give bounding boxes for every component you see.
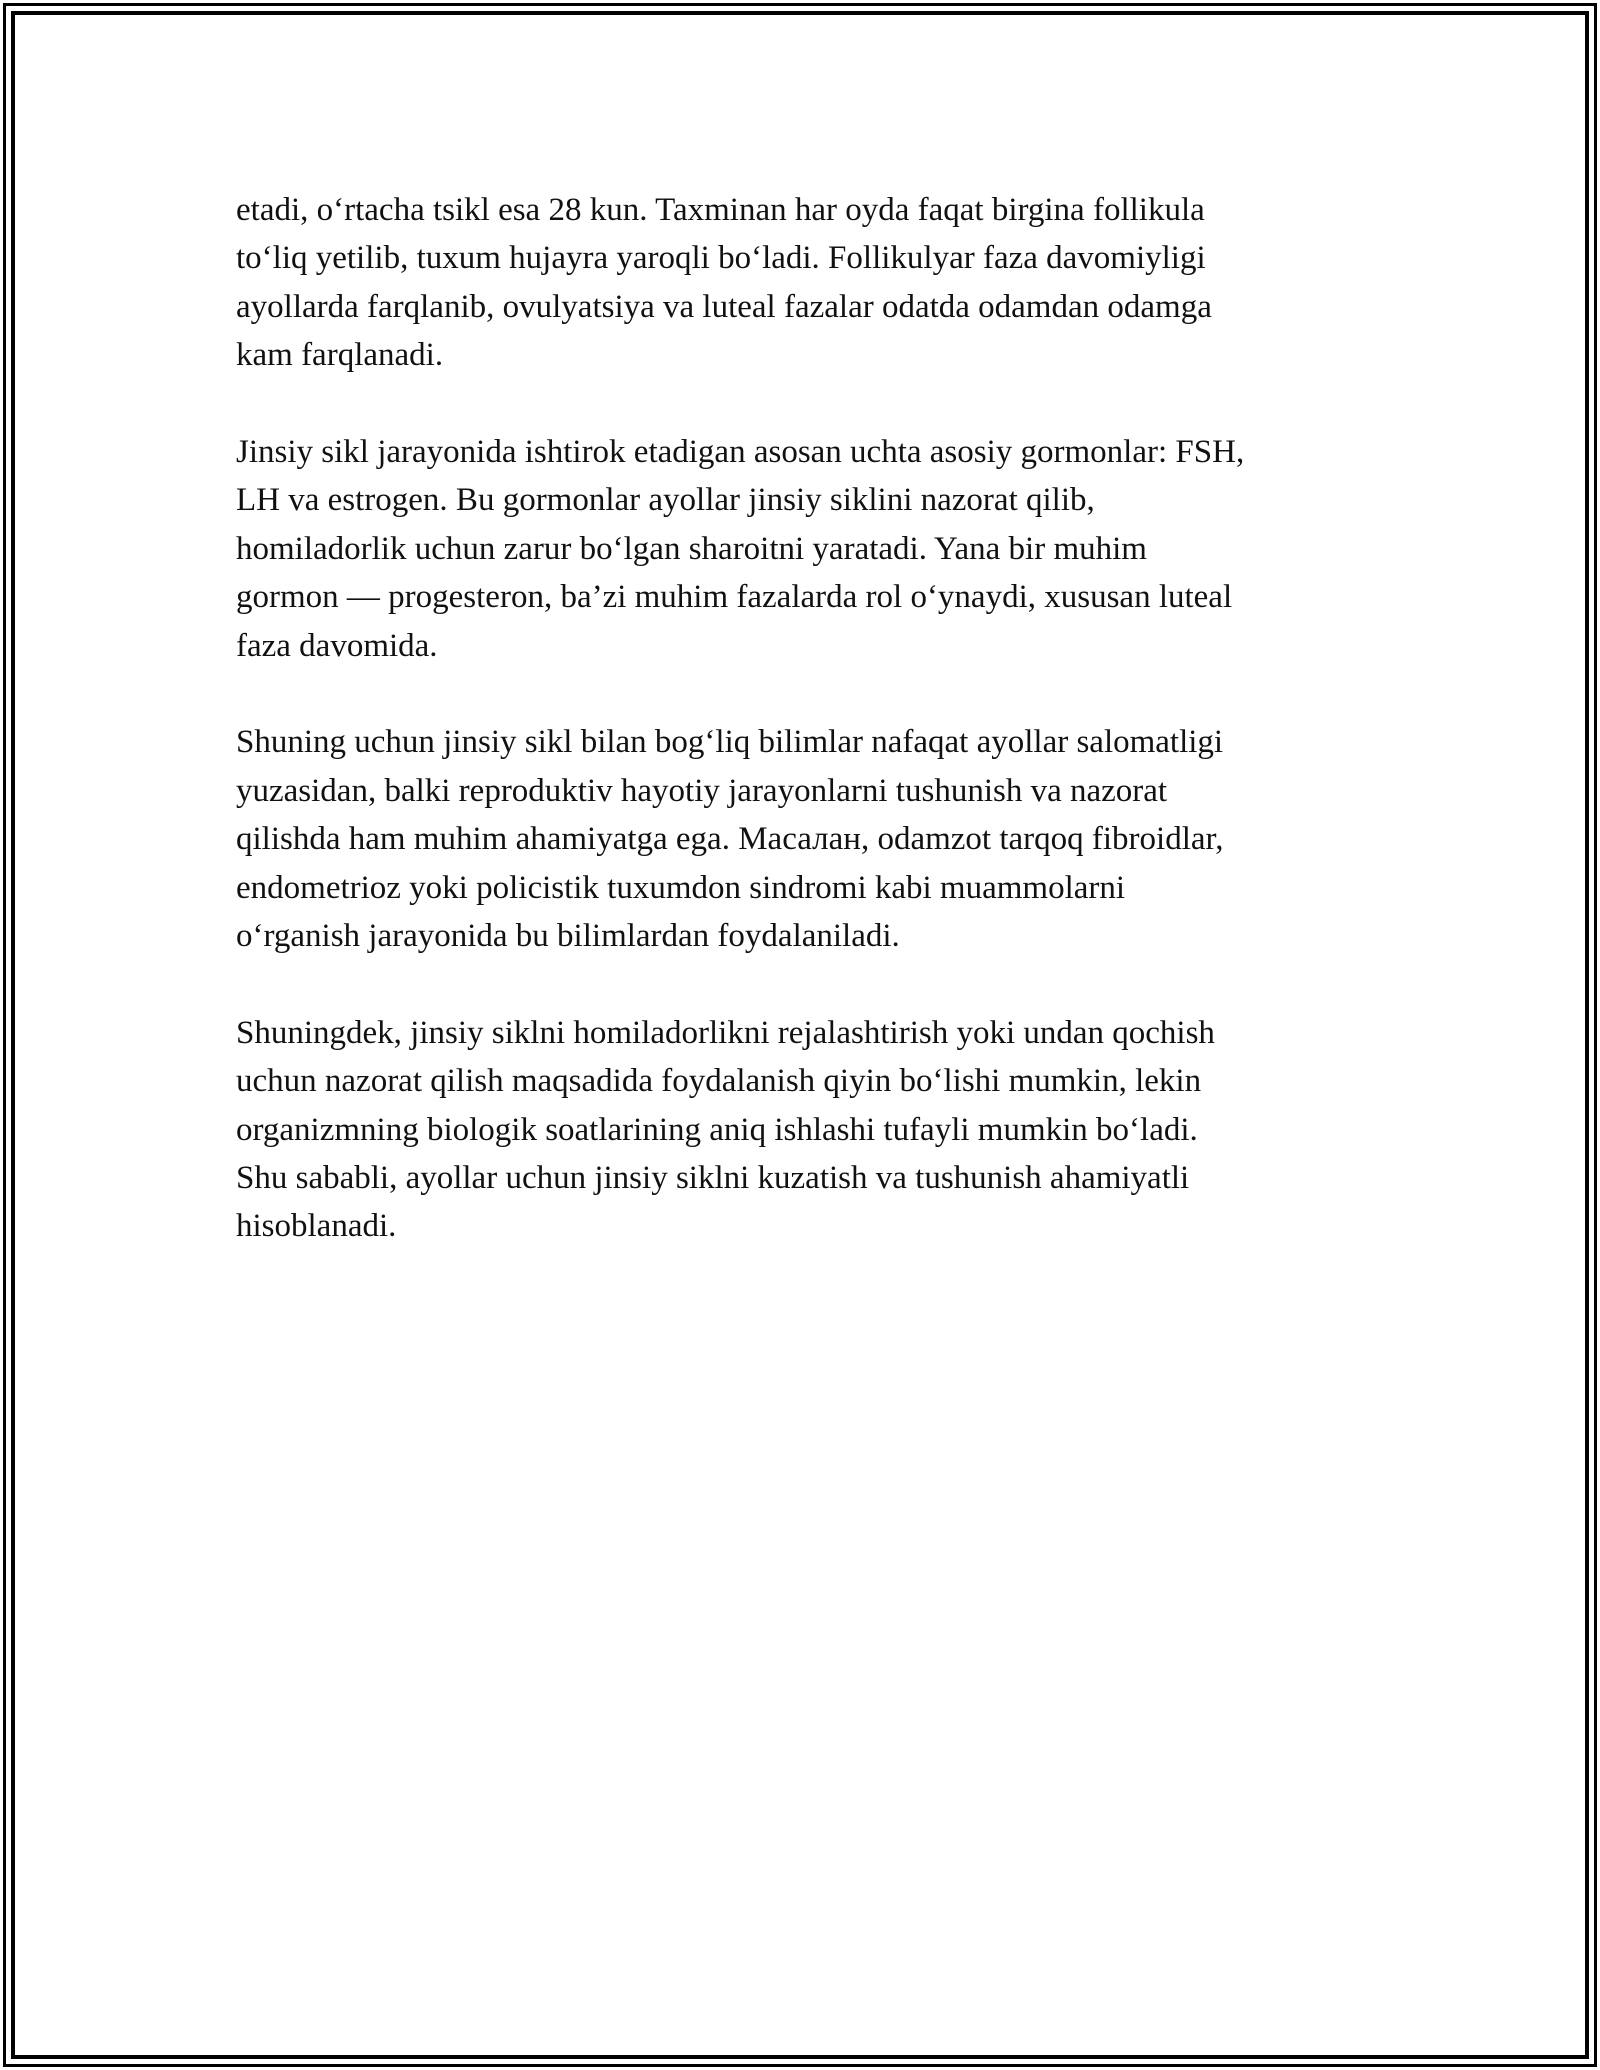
text-line: organizmning biologik soatlarining aniq ishlashi tufayli mumkin bo‘ladi. [236,1111,1198,1148]
paragraph-conclusion [236,1009,1366,1251]
text-line: uchun nazorat qilish maqsadida foydalanish qiyin bo‘lishi mumkin, lekin [236,1063,1202,1100]
text-line: Shuningdek, jinsiy siklni homiladorlikni rejalashtirish yoki undan qochish [236,1014,1215,1051]
text-line: gormon — progesteron, ba’zi muhim fazalarda rol o‘ynaydi, xususan luteal [236,579,1233,616]
text-line: yuzasidan, balki reproduktiv hayotiy jarayonlarni tushunish va nazorat [236,772,1168,809]
text-line: qilishda ham muhim ahamiyatga ega. Масалан, odamzot tarqoq fibroidlar, [236,821,1224,858]
text-line: Jinsiy sikl jarayonida ishtirok etadigan asosan uchta asosiy gormonlar: FSH, [236,434,1245,471]
document-body [236,186,1366,1299]
text-line: endometrioz yoki policistik tuxumdon sindromi kabi muammolarni [236,869,1126,906]
paragraph-importance [236,718,1366,960]
text-line: to‘liq yetilib, tuxum hujayra yaroqli bo‘ladi. Follikulyar faza davomiyligi [236,240,1206,277]
text-line: LH va estrogen. Bu gormonlar ayollar jinsiy siklini nazorat qilib, [236,482,1095,519]
text-line: etadi, o‘rtacha tsikl esa 28 kun. Taxminan har oyda faqat birgina follikula [236,192,1205,228]
text-line: kam farqlanadi. [236,337,444,374]
paragraph-cycle-duration [236,186,1366,380]
text-line: o‘rganish jarayonida bu bilimlardan foydalaniladi. [236,918,900,955]
text-line: hisoblanadi. [236,1208,397,1245]
text-line: homiladorlik uchun zarur bo‘lgan sharoitni yaratadi. Yana bir muhim [236,530,1147,567]
text-line: Shuning uchun jinsiy sikl bilan bog‘liq bilimlar nafaqat ayollar salomatligi [236,724,1224,761]
paragraph-hormones [236,428,1366,670]
text-line: faza davomida. [236,627,438,664]
text-line: Shu sababli, ayollar uchun jinsiy siklni kuzatish va tushunish ahamiyatli [236,1160,1190,1197]
text-line: ayollarda farqlanib, ovulyatsiya va luteal fazalar odatda odamdan odamga [236,288,1212,325]
